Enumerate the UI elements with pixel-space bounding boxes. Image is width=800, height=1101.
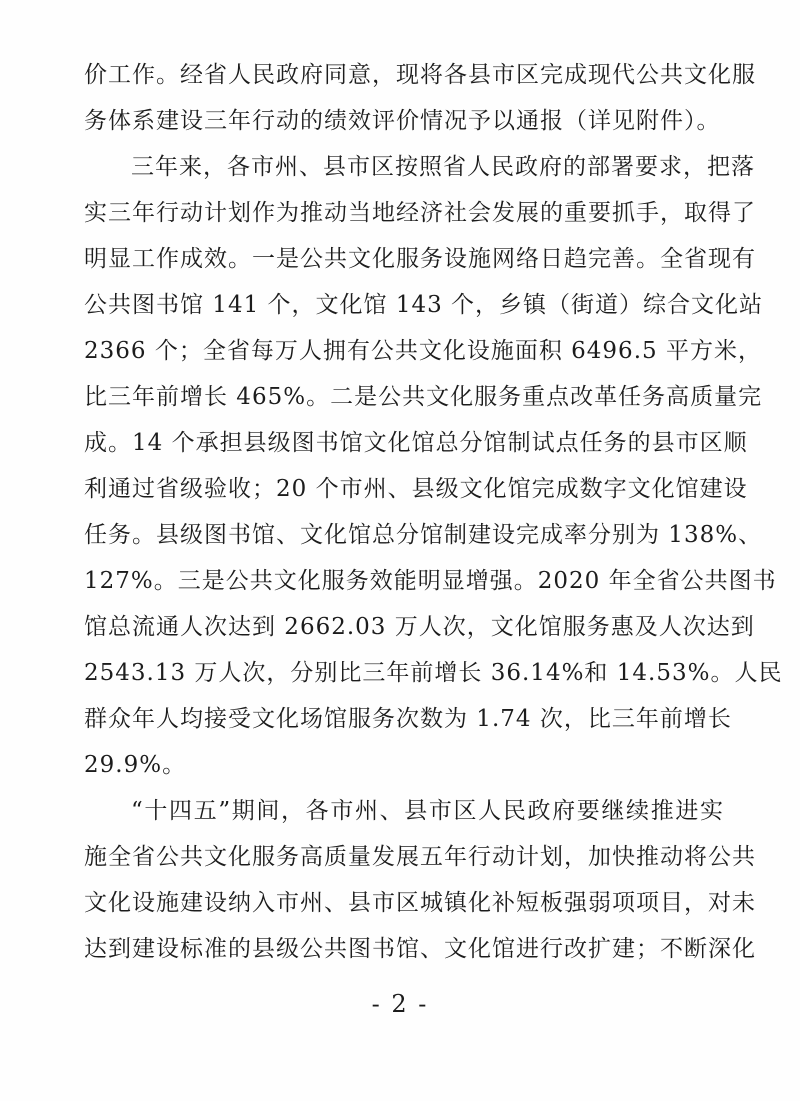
text-line: “十四五”期间，各市州、县市区人民政府要继续推进实 bbox=[131, 798, 724, 824]
text-line: 实三年行动计划作为推动当地经济社会发展的重要抓手，取得了 bbox=[84, 200, 756, 226]
text-line: 施全省公共文化服务高质量发展五年行动计划，加快推动将公共 bbox=[84, 844, 756, 870]
text-line: 比三年前增长 465%。二是公共文化服务重点改革任务高质量完 bbox=[84, 384, 763, 410]
text-line: 务体系建设三年行动的绩效评价情况予以通报（详见附件）。 bbox=[84, 108, 721, 134]
text-line: 成。14 个承担县级图书馆文化馆总分馆制试点任务的县市区顺 bbox=[84, 430, 748, 456]
text-line: 明显工作成效。一是公共文化服务设施网络日趋完善。全省现有 bbox=[84, 246, 756, 272]
document-body bbox=[84, 52, 783, 972]
text-line: 三年来，各市州、县市区按照省人民政府的部署要求，把落 bbox=[131, 154, 755, 180]
text-line: 文化设施建设纳入市州、县市区城镇化补短板强弱项项目，对未 bbox=[84, 890, 756, 916]
text-line: 价工作。经省人民政府同意，现将各县市区完成现代公共文化服 bbox=[84, 62, 756, 88]
text-line: 达到建设标准的县级公共图书馆、文化馆进行改扩建；不断深化 bbox=[84, 936, 756, 962]
text-line: 利通过省级验收；20 个市州、县级文化馆完成数字文化馆建设 bbox=[84, 476, 748, 502]
text-line: 任务。县级图书馆、文化馆总分馆制建设完成率分别为 138%、 bbox=[84, 522, 763, 548]
text-line: 127%。三是公共文化服务效能明显增强。2020 年全省公共图书 bbox=[84, 568, 777, 594]
text-line: 馆总流通人次达到 2662.03 万人次，文化馆服务惠及人次达到 bbox=[84, 614, 755, 640]
page-number: - 2 - bbox=[371, 990, 429, 1018]
text-line: 公共图书馆 141 个，文化馆 143 个，乡镇（街道）综合文化站 bbox=[84, 292, 764, 318]
text-line: 群众年人均接受文化场馆服务次数为 1.74 次，比三年前增长 bbox=[84, 706, 732, 732]
text-line: 2543.13 万人次，分别比三年前增长 36.14%和 14.53%。人民 bbox=[84, 660, 783, 686]
text-line: 2366 个；全省每万人拥有公共文化设施面积 6496.5 平方米， bbox=[84, 338, 762, 364]
text-line: 29.9%。 bbox=[84, 752, 187, 778]
